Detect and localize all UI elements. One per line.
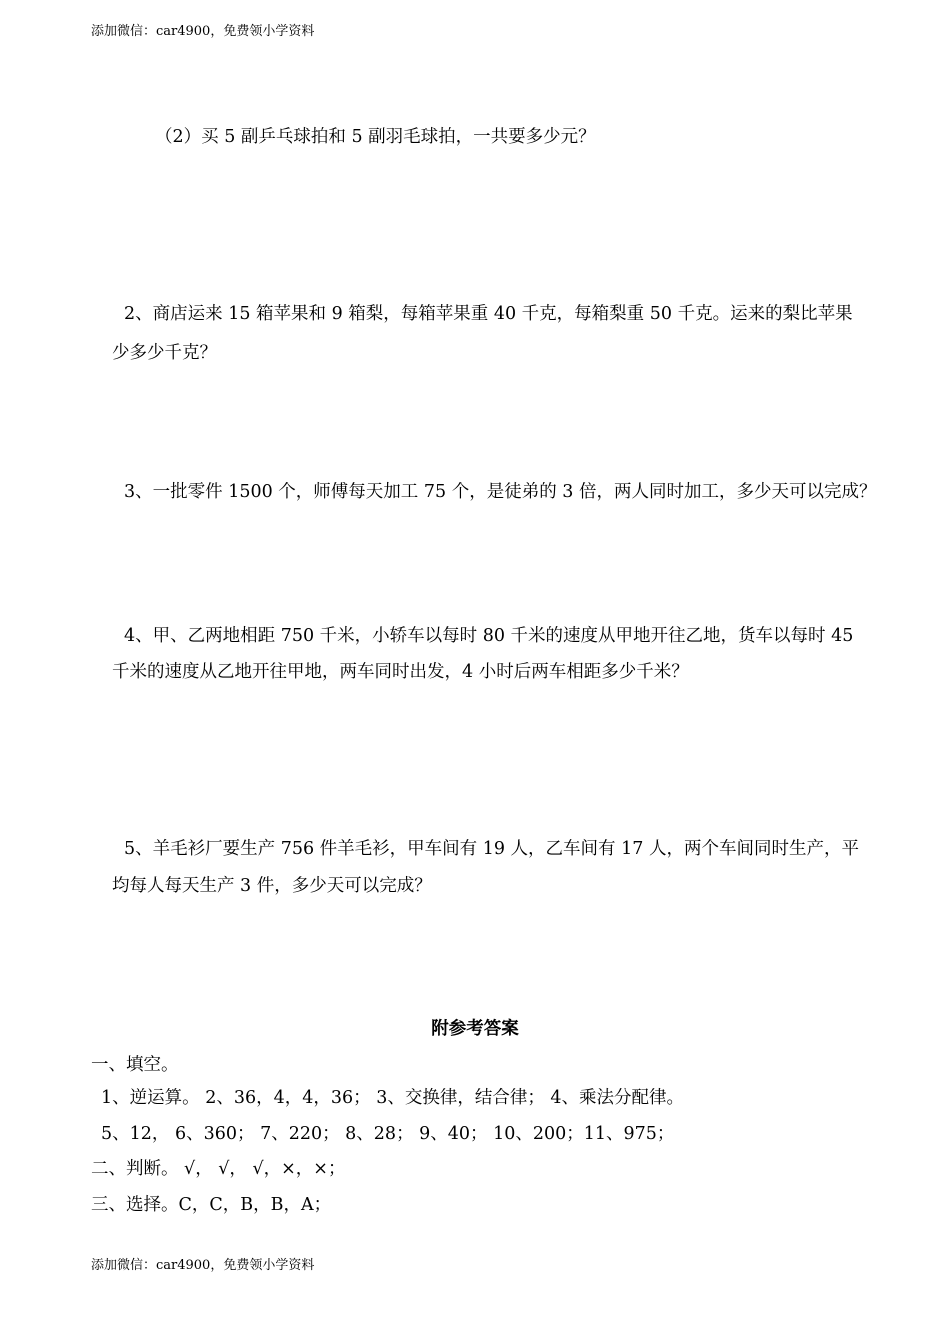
question-1-part-2: （2）买 5 副乒乓球拍和 5 副羽毛球拍，一共要多少元？ <box>155 127 596 147</box>
answers-fill-line-1: 1、逆运算。 2、36，4，4，36； 3、交换律，结合律； 4、乘法分配律。 <box>101 1088 685 1108</box>
question-2-line-2: 少多少千克？ <box>112 343 217 363</box>
question-4-line-2: 千米的速度从乙地开往甲地，两车同时出发，4 小时后两车相距多少千米？ <box>112 662 689 682</box>
answers-section-fill-heading: 一、填空。 <box>91 1055 179 1075</box>
answers-section-choice: 三、选择。C，C，B，B，A； <box>91 1195 332 1215</box>
question-5-line-1: 5、羊毛衫厂要生产 756 件羊毛衫，甲车间有 19 人，乙车间有 17 人，两个车间同时生产，平 <box>124 839 859 859</box>
answers-section-judge: 二、判断。 √， √， √，×，×； <box>91 1159 346 1179</box>
question-4-line-1: 4、甲、乙两地相距 750 千米，小轿车以每时 80 千米的速度从甲地开往乙地，货车以每时 45 <box>124 626 854 646</box>
question-2-line-1: 2、商店运来 15 箱苹果和 9 箱梨，每箱苹果重 40 千克，每箱梨重 50 千克。运来的梨比苹果 <box>124 304 853 324</box>
page-footer: 添加微信：car4900，免费领小学资料 <box>91 1258 315 1273</box>
question-3-line-1: 3、一批零件 1500 个，师傅每天加工 75 个，是徒弟的 3 倍，两人同时加工，多少天可以完成？ <box>124 482 877 502</box>
answers-fill-line-2: 5、12， 6、360； 7、220； 8、28； 9、40； 10、200；11、975； <box>101 1124 675 1144</box>
page-header: 添加微信：car4900，免费领小学资料 <box>91 24 315 39</box>
answers-title: 附参考答案 <box>431 1019 519 1039</box>
question-5-line-2: 均每人每天生产 3 件，多少天可以完成？ <box>112 876 432 896</box>
